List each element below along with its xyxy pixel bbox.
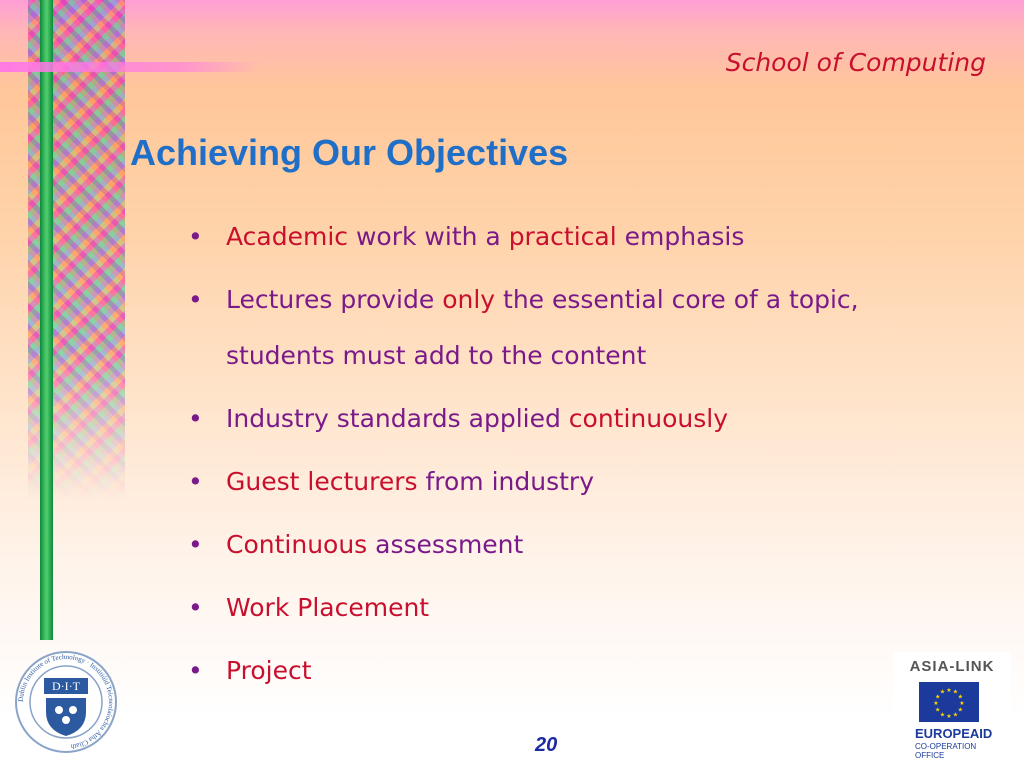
pink-accent-line [0,62,260,72]
asia-link-title: ASIA-LINK [909,658,995,675]
highlighted-text: continuously [568,404,729,433]
highlighted-text: practical [508,222,617,251]
bullet-text [226,224,978,249]
bullet-text [226,287,978,312]
bullet-item [188,287,978,368]
bullet-item [188,595,978,620]
bullet-dot-icon: • [188,467,203,496]
bullet-dot-icon: • [188,530,203,559]
bullet-item [188,532,978,557]
cooperation-office-label: CO-OPERATION OFFICE [915,742,977,760]
bullet-text-segment: from industry [417,467,594,496]
dit-ring-text: Dublin Institute of Technology · Institiúid Teicneolaíochta Átha Cliath [16,652,116,751]
bullet-text-continuation: students must add to the content [226,341,647,370]
bullet-text [226,658,978,683]
bullet-text-segment: emphasis [616,222,745,251]
eu-star-icon: ★ [957,693,963,701]
bullet-text-segment: Lectures provide [226,285,443,314]
eu-star-icon: ★ [959,700,965,707]
highlighted-text: Project [226,656,312,685]
page-number: 20 [535,734,558,756]
dit-text: D·I·T [52,679,80,693]
highlighted-text: Continuous [226,530,368,559]
asia-link-logo [893,652,1011,760]
bullet-text [226,532,978,557]
bullet-text-segment: the essential core of a topic, [495,285,859,314]
eu-star-icon: ★ [939,688,946,696]
bullet-text-segment: assessment [367,530,524,559]
eu-star-icon: ★ [935,706,941,714]
eu-flag-icon [919,682,979,722]
dit-logo [14,650,118,754]
highlighted-text: Guest lecturers [226,467,418,496]
bullet-item [188,469,978,494]
bullet-text [226,406,978,431]
bullet-list [188,214,978,683]
green-accent-bar [40,0,53,640]
bullet-dot-icon: • [188,656,203,685]
eu-star-icon: ★ [933,700,939,707]
bullet-item [188,224,978,249]
eu-star-icon: ★ [946,687,952,694]
eu-star-icon: ★ [952,711,959,719]
bullet-item [188,658,978,683]
bullet-text-segment: work with a [348,222,509,251]
bullet-text [226,469,978,494]
slide-title: Achieving Our Objectives [130,132,569,173]
bullet-dot-icon: • [188,593,203,622]
bullet-dot-icon: • [188,404,203,433]
highlighted-text: Academic [226,222,349,251]
highlighted-text: only [442,285,496,314]
eu-star-icon: ★ [939,711,946,719]
eu-star-icon: ★ [957,706,963,714]
highlighted-text: Work Placement [226,593,430,622]
eu-star-icon: ★ [946,713,952,720]
europeaid-label: EUROPEAID [915,726,993,741]
school-header: School of Computing [725,48,986,77]
bullet-dot-icon: • [188,285,203,314]
eu-star-icon: ★ [952,688,959,696]
bullet-dot-icon: • [188,222,203,251]
eu-star-icon: ★ [935,693,941,701]
bullet-text [226,595,978,620]
bullet-item [188,406,978,431]
bullet-text-segment: Industry standards applied [226,404,569,433]
